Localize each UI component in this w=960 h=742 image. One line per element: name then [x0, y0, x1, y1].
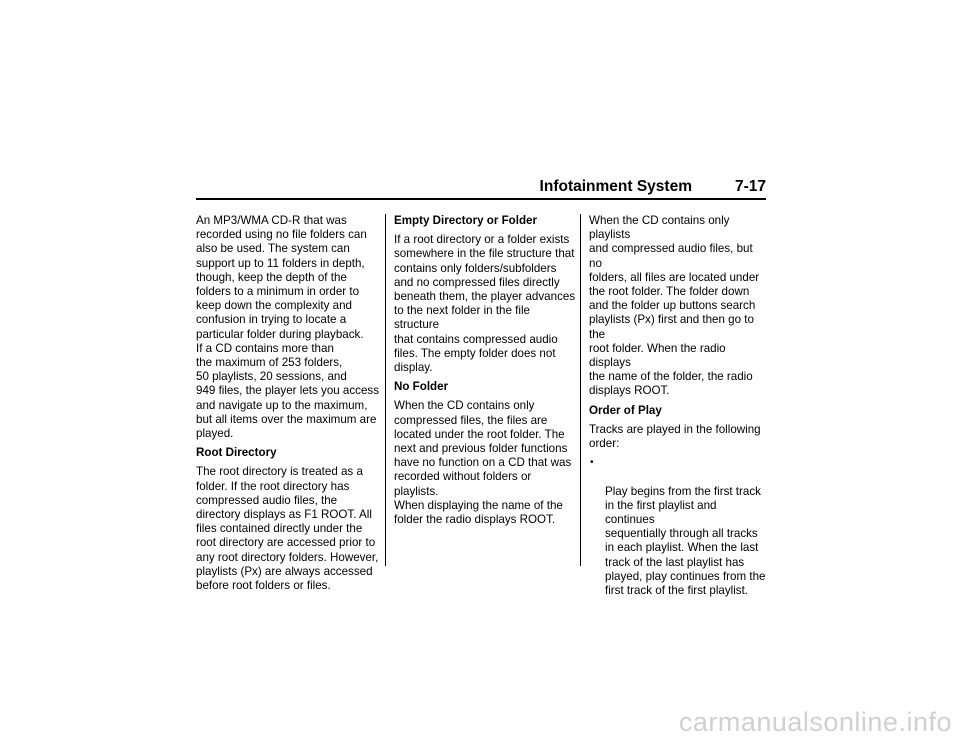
no-folder-paragraph: When the CD contains only compressed files, the files are located under the root folder. The next and previous folder functions have no function on a CD that was recorded without folders or playlists. When displaying the name of the folder the radio displays ROOT.	[394, 399, 572, 527]
heading-no-folder: No Folder	[394, 380, 449, 394]
section-title: Infotainment System	[539, 178, 692, 195]
page-number: 7-17	[734, 178, 766, 195]
bullet-item	[589, 456, 767, 598]
bullet-icon: •	[590, 457, 594, 469]
watermark: carmanualsonline.info	[678, 707, 952, 737]
root-directory-paragraph: The root directory is treated as a folder. If the root directory has compressed audio files, the directory displays as F1 ROOT. All files contained directly under the root directory are accessed prior to any root directory folders. However, playlists (Px) are always accessed before root folders or files.	[196, 465, 379, 593]
column-middle	[394, 214, 576, 532]
bullet-text: Play begins from the first track in the first playlist and continues sequentially through all tracks in each playlist. When the last track of the last playlist has played, play continues from the first track of the first playlist.	[605, 484, 766, 598]
column-divider	[580, 214, 581, 566]
page-header	[196, 176, 766, 200]
heading-empty-directory: Empty Directory or Folder	[394, 214, 538, 227]
intro-paragraph: An MP3/WMA CD-R that was recorded using no file folders can also be used. The system can support up to 11 folders in depth, though, keep the depth of the folders to a minimum in order to keep down the complexity and confusion in trying to locate a particular folder during playback. If a CD contains more than the maximum of 253 folders, 50 playlists, 20 sessions, and 949 files, the player lets you access and navigate up to the maximum, but all items over the maximum are played.	[196, 214, 380, 441]
order-of-play-paragraph: Tracks are played in the following order:	[589, 422, 761, 451]
heading-order-of-play: Order of Play	[589, 403, 662, 417]
playlists-paragraph: When the CD contains only playlists and compressed audio files, but no folders, all files are located under the root folder. The folder down and the folder up buttons search playlists (Px) first and then go to the root folder. When the radio displays the name of the folder, the radio displays ROOT.	[589, 214, 760, 398]
column-left	[196, 214, 382, 598]
column-divider	[385, 214, 386, 566]
heading-root-directory: Root Directory	[196, 446, 277, 460]
empty-directory-paragraph: If a root directory or a folder exists somewhere in the file structure that contains only folders/subfolders and no compressed files directly beneath them, the player advances to the next folder in the file structure that contains compressed audio files. The empty folder does not display.	[394, 233, 576, 375]
column-right	[589, 214, 767, 598]
